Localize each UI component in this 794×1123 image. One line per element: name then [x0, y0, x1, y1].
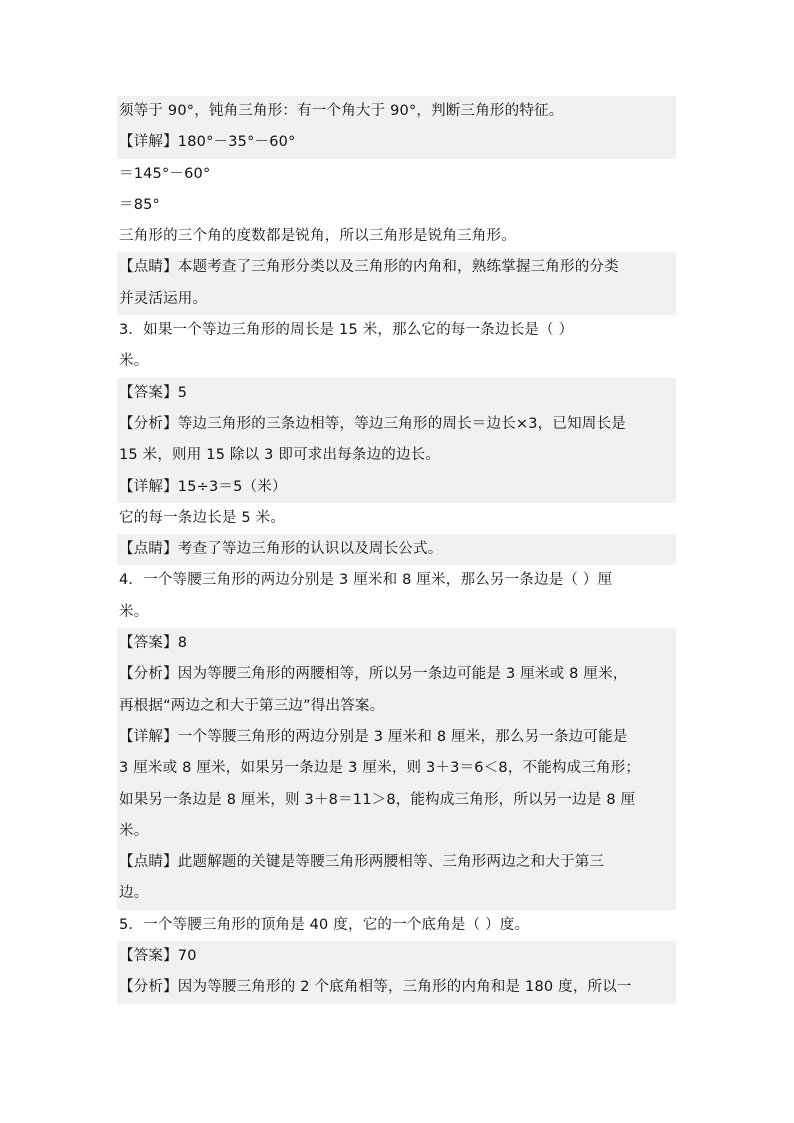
- text-line: 再根据“两边之和大于第三边”得出答案。: [117, 691, 676, 722]
- text-line: 【详解】15÷3＝5（米）: [117, 472, 676, 503]
- text-line: 三角形的三个角的度数都是锐角，所以三角形是锐角三角形。: [119, 228, 516, 245]
- text-line: 15 米，则用 15 除以 3 即可求出每条边的边长。: [117, 440, 676, 471]
- text-line: 边。: [117, 878, 676, 909]
- text-line: 须等于 90°，钝角三角形：有一个角大于 90°，判断三角形的特征。: [117, 96, 676, 127]
- text-line: 【分析】等边三角形的三条边相等，等边三角形的周长＝边长×3，已知周长是: [117, 409, 676, 440]
- text-line: 【点睛】此题解题的关键是等腰三角形两腰相等、三角形两边之和大于第三: [117, 847, 676, 878]
- text-line: 【答案】5: [117, 378, 676, 409]
- text-line: 【分析】因为等腰三角形的 2 个底角相等，三角形的内角和是 180 度，所以一: [117, 972, 676, 1003]
- text-line: 【详解】一个等腰三角形的两边分别是 3 厘米和 8 厘米，那么另一条边可能是: [117, 722, 676, 753]
- text-lines: [117, 96, 676, 1004]
- text-line: 并灵活运用。: [117, 284, 676, 315]
- text-line: 3．如果一个等边三角形的周长是 15 米，那么它的每一条边长是（ ）: [119, 322, 574, 339]
- text-line: ＝145°－60°: [119, 165, 211, 182]
- text-line: 【分析】因为等腰三角形的两腰相等，所以另一条边可能是 3 厘米或 8 厘米，: [117, 659, 676, 690]
- text-line: 【答案】70: [117, 941, 676, 972]
- document-page: [117, 96, 676, 1004]
- text-line: 3 厘米或 8 厘米，如果另一条边是 3 厘米，则 3＋3＝6＜8，不能构成三角形；: [117, 753, 676, 784]
- text-line: 5．一个等腰三角形的顶角是 40 度，它的一个底角是（ ）度。: [119, 916, 530, 933]
- text-line: 4．一个等腰三角形的两边分别是 3 厘米和 8 厘米，那么另一条边是（ ）厘: [119, 572, 613, 589]
- text-line: 【点睛】本题考查了三角形分类以及三角形的内角和，熟练掌握三角形的分类: [117, 252, 676, 283]
- text-line: 米。: [119, 603, 149, 620]
- text-line: 它的每一条边长是 5 米。: [119, 509, 286, 526]
- text-line: 米。: [117, 816, 676, 847]
- text-line: 【答案】8: [117, 628, 676, 659]
- text-line: 米。: [119, 353, 149, 370]
- text-line: 如果另一条边是 8 厘米，则 3＋8＝11＞8，能构成三角形，所以另一边是 8 厘: [117, 785, 676, 816]
- text-line: ＝85°: [119, 196, 161, 213]
- text-line: 【详解】180°－35°－60°: [117, 127, 676, 158]
- text-line: 【点睛】考查了等边三角形的认识以及周长公式。: [117, 534, 676, 565]
